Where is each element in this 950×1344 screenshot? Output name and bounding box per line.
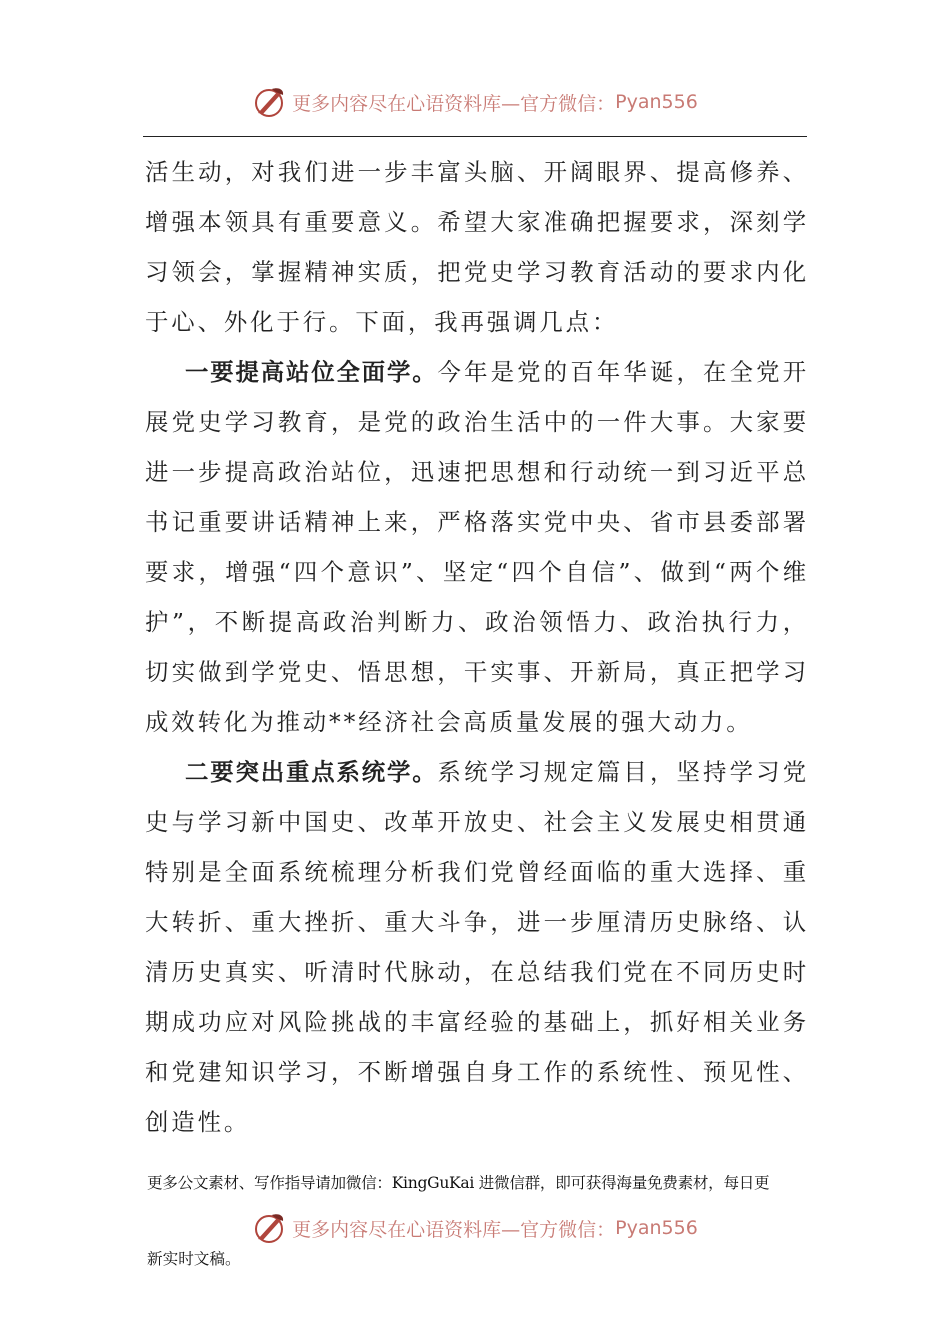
paragraph-text: 今年是党的百年华诞，在全党开展党史学习教育，是党的政治生活中的一件大事。大家要进一步提高政治站位，迅速把思想和行动统一到习近平总书记重要讲话精神上来，严格落实党中央、省市县委部署要求，增强“四个意识”、坚定“四个自信”、做到“两个维护”，不断提高政治判断力、政治领悟力、政治执行力，切实做到学党史、悟思想，干实事、开新局，真正把学习成效转化为推动**经济社会高质量发展的强大动力。 xyxy=(145,358,809,736)
paragraph xyxy=(145,747,809,1147)
quill-pen-logo-icon xyxy=(252,1211,286,1245)
quill-pen-logo-icon xyxy=(252,85,286,119)
banner-text: 更多内容尽在心语资料库—官方微信： xyxy=(292,92,616,115)
paragraph xyxy=(145,347,809,747)
document-body xyxy=(145,147,809,1147)
paragraph-lead: 一要提高站位全面学。 xyxy=(185,358,438,386)
header-banner xyxy=(0,82,950,122)
header-divider xyxy=(143,136,807,137)
paragraph-text: 活生动，对我们进一步丰富头脑、开阔眼界、提高修养、增强本领具有重要意义。希望大家准确把握要求，深刻学习领会，掌握精神实质，把党史学习教育活动的要求内化于心、外化于行。下面，我再强调几点： xyxy=(145,158,809,336)
paragraph-text: 系统学习规定篇目，坚持学习党史与学习新中国史、改革开放史、社会主义发展史相贯通特别是全面系统梳理分析我们党曾经面临的重大选择、重大转折、重大挫折、重大斗争，进一步厘清历史脉络、认清历史真实、听清时代脉动，在总结我们党在不同历史时期成功应对风险挑战的丰富经验的基础上，抓好相关业务和党建知识学习，不断增强自身工作的系统性、预见性、创造性。 xyxy=(145,758,809,1136)
paragraph-lead: 二要突出重点系统学。 xyxy=(185,758,438,786)
footer-note: 更多公文素材、写作指导请加微信：KingGuKai 进微信群，即可获得海量免费素材，每日更 xyxy=(147,1174,770,1192)
banner-wechat-id: Pyan556 xyxy=(615,1217,698,1239)
paragraph xyxy=(145,147,809,347)
footer-banner xyxy=(0,1208,950,1248)
banner-text: 更多内容尽在心语资料库—官方微信： xyxy=(292,1218,616,1241)
banner-wechat-id: Pyan556 xyxy=(615,91,698,113)
footer-note-continued: 新实时文稿。 xyxy=(147,1250,241,1268)
